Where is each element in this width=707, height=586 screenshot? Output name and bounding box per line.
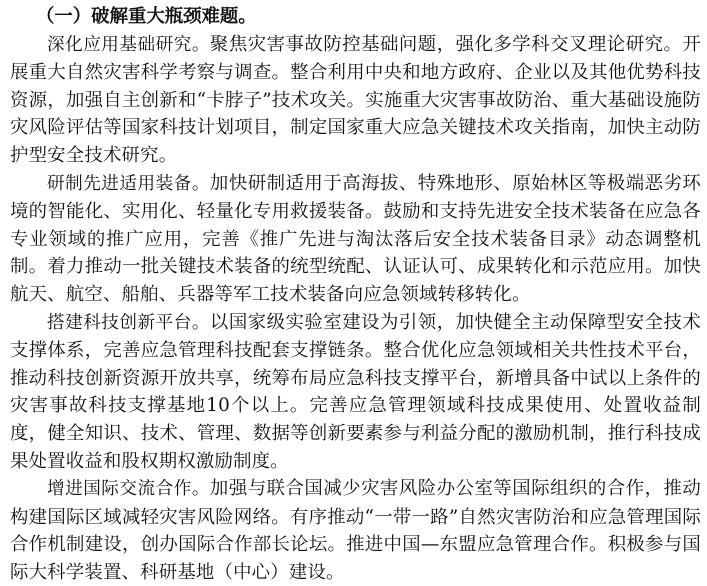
section-heading: （一）破解重大瓶颈难题。	[36, 6, 257, 27]
paragraph-lead: 研制先进适用装备。	[47, 173, 210, 194]
paragraph-body: 聚焦灾害事故防控基础问题，强化多学科交叉理论研究。开展重大自然灾害科学考察与调查。整合利用中央和地方政府、企业以及其他优势科技资源，加强自主创新和“卡脖子”技术攻关。实施重大灾害事故防治、重大基础设施防灾风险评估等国家科技计划项目，制定国家重大应急关键技术攻关指南，加快主动防护型安全技术研究。	[10, 33, 701, 166]
paragraph-basic-research	[10, 31, 701, 170]
paragraph-international-cooperation	[10, 475, 701, 586]
paragraph-lead: 深化应用基础研究。	[47, 34, 210, 55]
paragraph-innovation-platform	[10, 309, 701, 476]
paragraph-equipment	[10, 170, 701, 309]
paragraph-lead: 增进国际交流合作。	[47, 479, 210, 500]
paragraph-body: 加快研制适用于高海拔、特殊地形、原始林区等极端恶劣环境的智能化、实用化、轻量化专用救援装备。鼓励和支持先进安全技术装备在应急各专业领域的推广应用，完善《推广先进与淘汰落后安全技术装备目录》动态调整机制。着力推动一批关键技术装备的统型统配、认证认可、成果转化和示范应用。加快航天、航空、船舶、兵器等军工技术装备向应急领域转移转化。	[10, 172, 701, 305]
paragraph-body: 以国家级实验室建设为引领，加快健全主动保障型安全技术支撑体系，完善应急管理科技配套支撑链条。整合优化应急领域相关共性技术平台，推动科技创新资源开放共享，统筹布局应急科技支撑平台，新增具备中试以上条件的灾害事故科技支撑基地10个以上。完善应急管理领域科技成果使用、处置收益制度，健全知识、技术、管理、数据等创新要素参与利益分配的激励机制，推行科技成果处置收益和股权期权激励制度。	[10, 311, 701, 472]
paragraph-lead: 搭建科技创新平台。	[47, 312, 210, 333]
paragraph-body: 加强与联合国减少灾害风险办公室等国际组织的合作，推动构建国际区域减轻灾害风险网络。有序推动“一带一路”自然灾害防治和应急管理国际合作机制建设，创办国际合作部长论坛。推进中国—东盟应急管理合作。积极参与国际大科学装置、科研基地（中心）建设。	[10, 478, 701, 583]
